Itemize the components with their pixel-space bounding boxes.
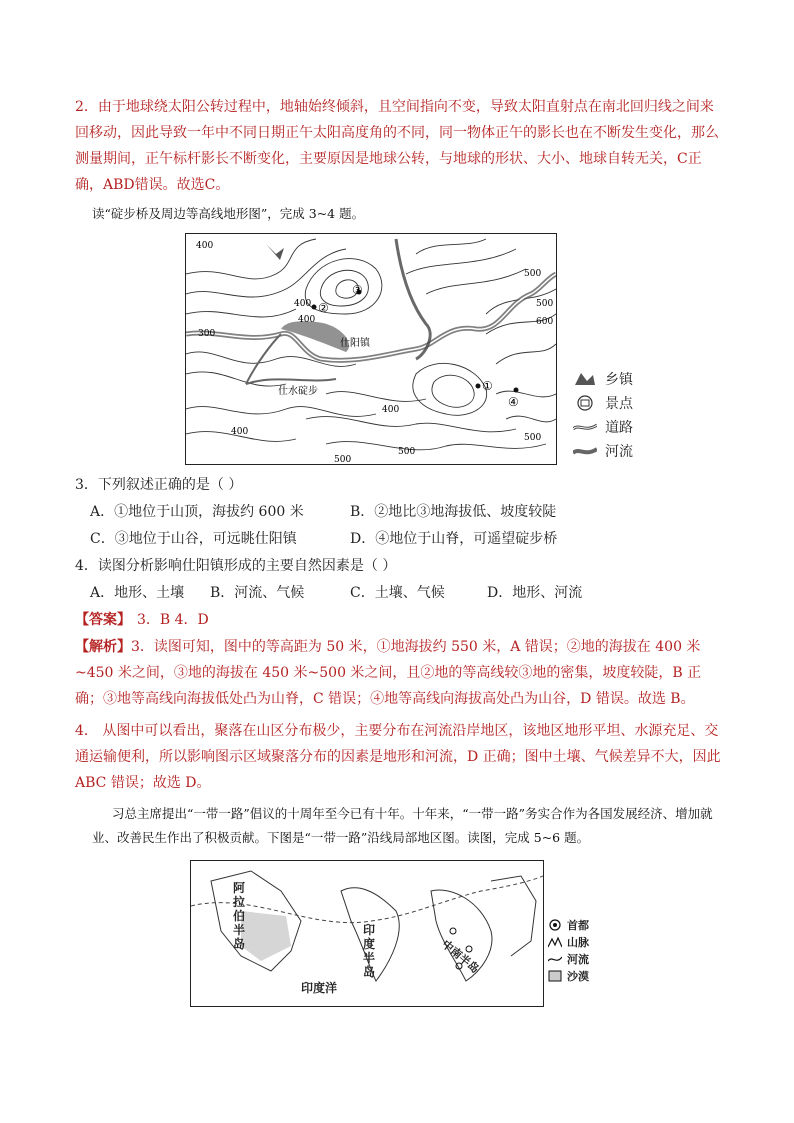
contour-label: 500 (334, 455, 352, 464)
town-marker (266, 244, 284, 260)
q3-option-d: D．④地位于山脊，可遥望碇步桥 (350, 531, 558, 547)
q4-option-a: A．地形、土壤 (90, 585, 185, 601)
legend-river (573, 440, 633, 462)
q3-stem: 3．下列叙述正确的是（ ） (75, 477, 243, 493)
contour-label: 400 (196, 241, 214, 251)
answer-label: 【答案】 (75, 612, 131, 628)
india-label: 印度半岛 (363, 923, 376, 979)
scenic-label: 仕水碇步 (278, 386, 318, 397)
q3-option-a: A．①地位于山顶，海拔约 600 米 (90, 504, 304, 520)
legend-label: 河流 (567, 953, 589, 966)
q4-option-d: D．地形、河流 (487, 585, 583, 601)
point-2-label: ② (318, 301, 329, 315)
point-3-label: ③ (352, 283, 363, 297)
contour-label: 500 (398, 447, 416, 457)
contour-map-svg (186, 234, 556, 464)
q4-stem: 4．读图分析影响仕阳镇形成的主要自然因素是（ ） (75, 558, 397, 574)
desert-icon (548, 969, 562, 983)
intro-5-6: 习总主席提出“一带一路”倡议的十周年至今已有十年。十年来，“一带一路”务实合作为各国发展经济、增加就业、改善民生作出了积极贡献。下图是“一带一路”沿线局部地区图。读图，完成 5~6 题。 (92, 806, 713, 845)
legend-town (573, 368, 633, 390)
q3-options-row-1 (75, 499, 725, 525)
answer-text: 3．B 4．D (137, 612, 209, 628)
point-4-dot (514, 388, 519, 393)
point-4-label: ④ (508, 395, 519, 409)
belt-road-map (190, 860, 544, 1007)
contour-label: 400 (382, 405, 400, 415)
river-icon (548, 952, 562, 966)
q4-option-b: B．河流、气候 (210, 585, 305, 601)
analysis-3: 【解析】3．读图可知，图中的等高距为 50 米，①地海拔约 550 米，A 错误；②地的海拔在 400 米~450 米之间，③地的海拔在 450 米~500 米之间，且②地的等高线较③地的密集，坡度较陡，B 正确；③地等高线向海拔低处凸为山脊，C 错误；④地等高线向海拔高处凸为山谷，D 错误。故选 B。 (75, 639, 702, 707)
point-1-label: ① (482, 379, 493, 393)
contour-label: 500 (524, 269, 542, 279)
legend-label: 首都 (567, 919, 589, 932)
legend-scenic (573, 392, 633, 414)
contour-label: 500 (536, 299, 554, 309)
contour-label: 600 (536, 317, 554, 327)
point-1-dot (476, 384, 481, 389)
indochina-label: 中南半岛 (439, 937, 482, 976)
q4-option-c: C．土壤、气候 (350, 585, 445, 601)
contour-label: 400 (231, 427, 249, 437)
ocean-label: 印度洋 (301, 981, 338, 995)
contour-label: 300 (198, 329, 216, 339)
q3-option-c: C．③地位于山谷，可远眺仕阳镇 (90, 531, 297, 547)
contour-label: 500 (524, 433, 542, 443)
contour-map (185, 233, 557, 465)
intro-3-4: 读“碇步桥及周边等高线地形图”，完成 3~4 题。 (92, 206, 365, 221)
analysis-4: 4． 从图中可以看出，聚落在山区分布极少，主要分布在河流沿岸地区，该地区地形平坦、水源充足、交通运输便利，所以影响图示区域聚落分布的因素是地形和河流，D 正确；图中土壤、气候差异不大，因此 ABC 错误；故选 D。 (75, 723, 721, 791)
q2-explanation: 2．由于地球绕太阳公转过程中，地轴始终倾斜，且空间指向不变，导致太阳直射点在南北回归线之间来回移动，因此导致一年中不同日期正午太阳高度角的不同，同一物体正午的影长也在不断发生变化，那么测量期间，正午标杆影长不断变化，主要原因是地球公转，与地球的形状、大小、地球自转无关，C正确，ABD错误。故选C。 (75, 99, 719, 193)
legend-label: 沙漠 (567, 970, 589, 983)
legend-capital (548, 917, 589, 933)
contour-label: 400 (298, 315, 316, 325)
capital-icon (548, 918, 562, 932)
analysis-label: 【解析】 (75, 639, 131, 655)
legend-road (573, 416, 633, 438)
legend-river-2 (548, 951, 589, 967)
q3-option-b: B．②地比③地海拔低、坡度较陡 (350, 504, 557, 520)
mountain-icon (548, 935, 562, 949)
q4-options (75, 580, 725, 606)
answer (75, 607, 725, 633)
town-label: 仕阳镇 (340, 338, 370, 349)
scenic-icon (573, 395, 597, 411)
road-icon (573, 419, 597, 435)
legend-label: 道路 (605, 420, 633, 436)
river-icon (573, 443, 597, 459)
point-2-dot (312, 305, 317, 310)
contour-label: 400 (294, 299, 312, 309)
arabia-label: 阿拉伯半岛 (233, 881, 246, 951)
legend-label: 河流 (605, 444, 633, 460)
q3-options-row-2 (75, 526, 725, 552)
legend-label: 山脉 (567, 936, 589, 949)
legend-label: 景点 (605, 396, 633, 412)
arabia-desert (241, 911, 291, 961)
legend-desert (548, 968, 589, 984)
town-icon (573, 371, 597, 387)
legend-mountain (548, 934, 589, 950)
legend-label: 乡镇 (605, 372, 633, 388)
